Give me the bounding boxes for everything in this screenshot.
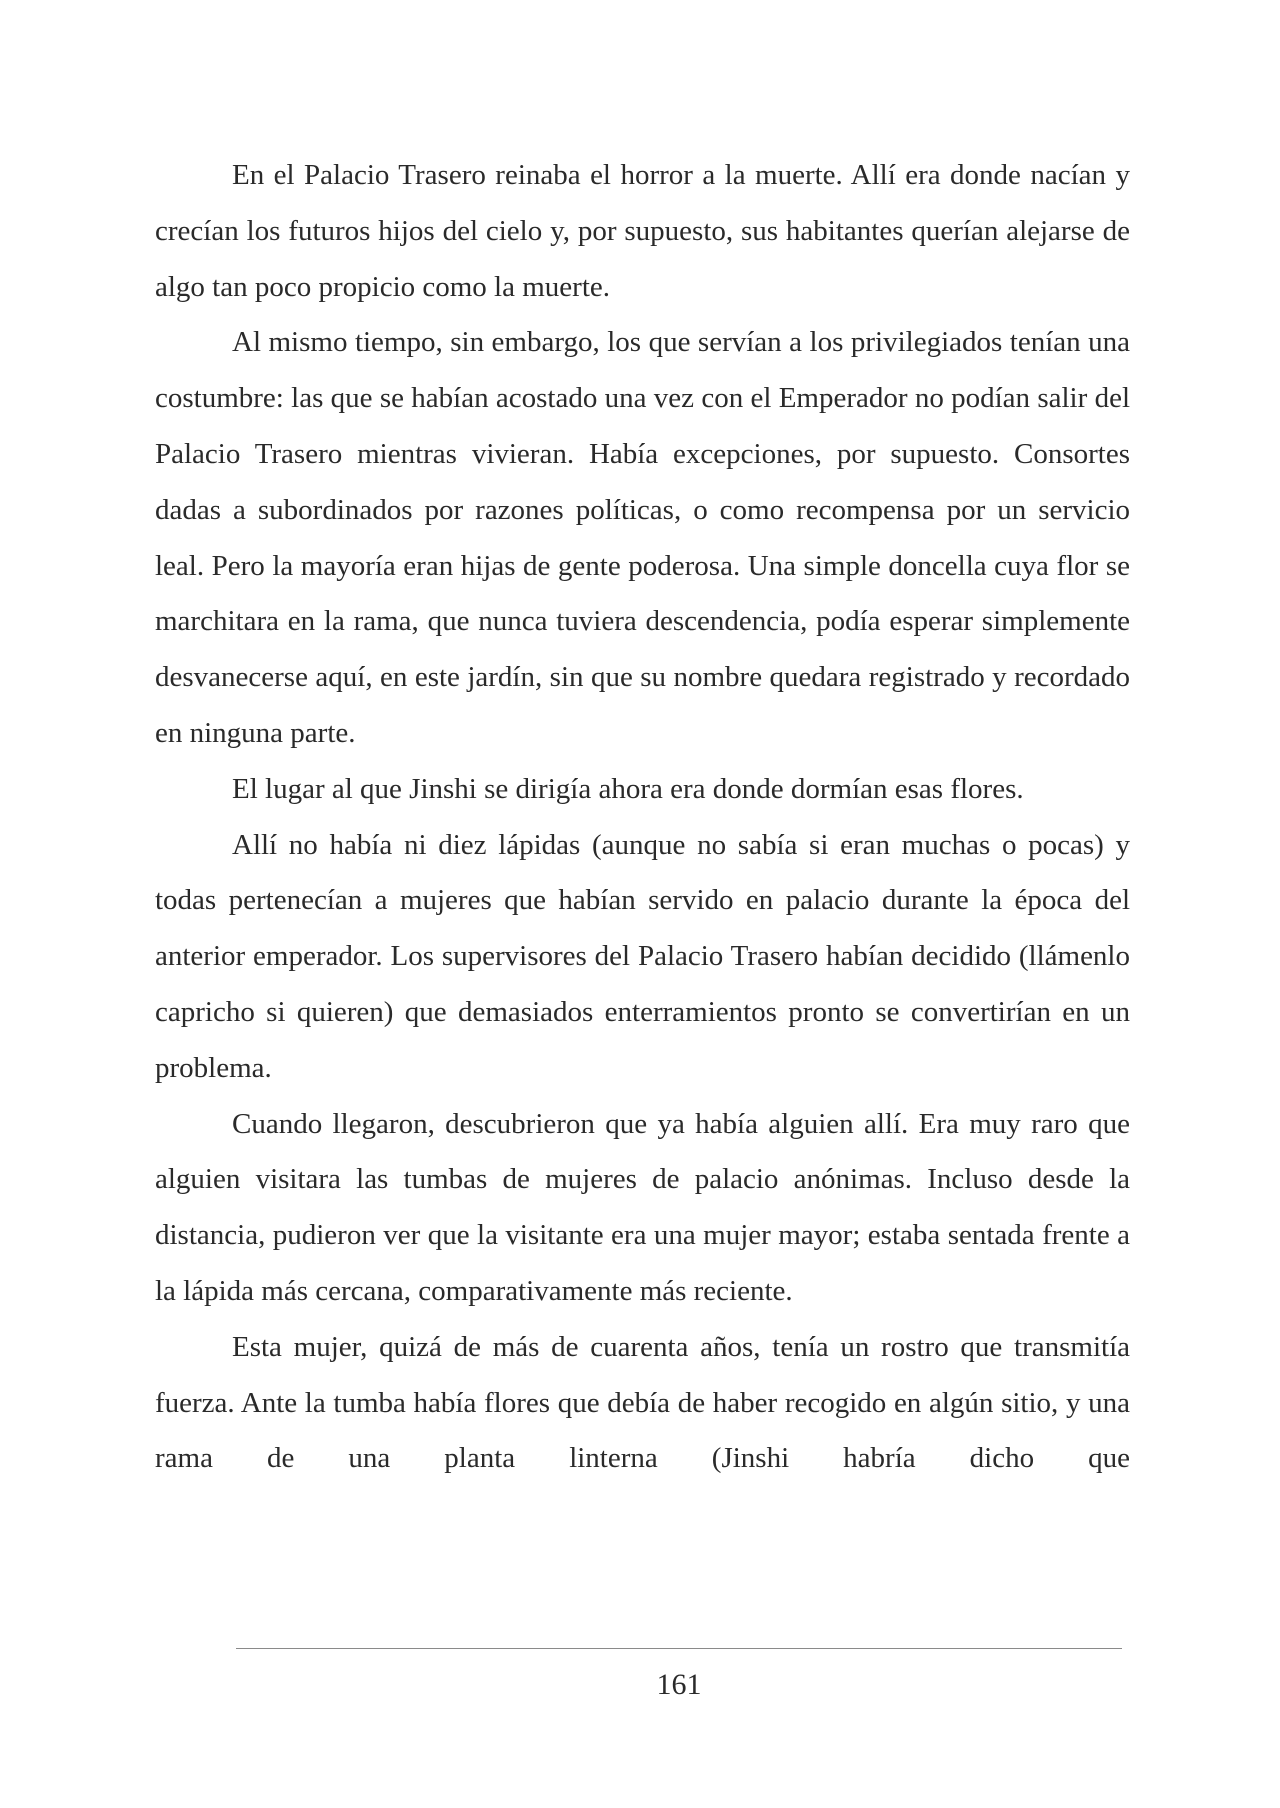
page-number: 161 [656,1668,702,1701]
paragraph: Allí no había ni diez lápidas (aunque no sabía si eran muchas o pocas) y todas pertenecían a mujeres que habían servido en palacio durante la época del anterior emperador. Los supervisores del Palacio Trasero habían decidido (llámenlo capricho si quieren) que demasiados enterramientos pronto se convertirían en un problema. [155,828,1130,1084]
paragraph: En el Palacio Trasero reinaba el horror a la muerte. Allí era donde nacían y crecían los futuros hijos del cielo y, por supuesto, sus habitantes querían alejarse de algo tan poco propicio como la muerte. [155,159,1130,303]
paragraph: El lugar al que Jinshi se dirigía ahora era donde dormían esas flores. [232,772,1024,805]
footer-divider [236,1648,1122,1649]
body-text [155,148,1130,1487]
paragraph: Esta mujer, quizá de más de cuarenta años, tenía un rostro que transmitía fuerza. Ante la tumba había flores que debía de haber recogido en algún sitio, y una rama de una planta linterna (Jinshi habría dicho que [155,1330,1130,1475]
paragraph: Al mismo tiempo, sin embargo, los que servían a los privilegiados tenían una costumbre: las que se habían acostado una vez con el Emperador no podían salir del Palacio Trasero mientras vivieran. Había excepciones, por supuesto. Consortes dadas a subordinados por razones políticas, o como recompensa por un servicio leal. Pero la mayoría eran hijas de gente poderosa. Una simple doncella cuya flor se marchitara en la rama, que nunca tuviera descendencia, podía esperar simplemente desvanecerse aquí, en este jardín, sin que su nombre quedara registrado y recordado en ninguna parte. [155,326,1130,749]
paragraph: Cuando llegaron, descubrieron que ya había alguien allí. Era muy raro que alguien visitara las tumbas de mujeres de palacio anónimas. Incluso desde la distancia, pudieron ver que la visitante era una mujer mayor; estaba sentada frente a la lápida más cercana, comparativamente más reciente. [155,1107,1130,1307]
